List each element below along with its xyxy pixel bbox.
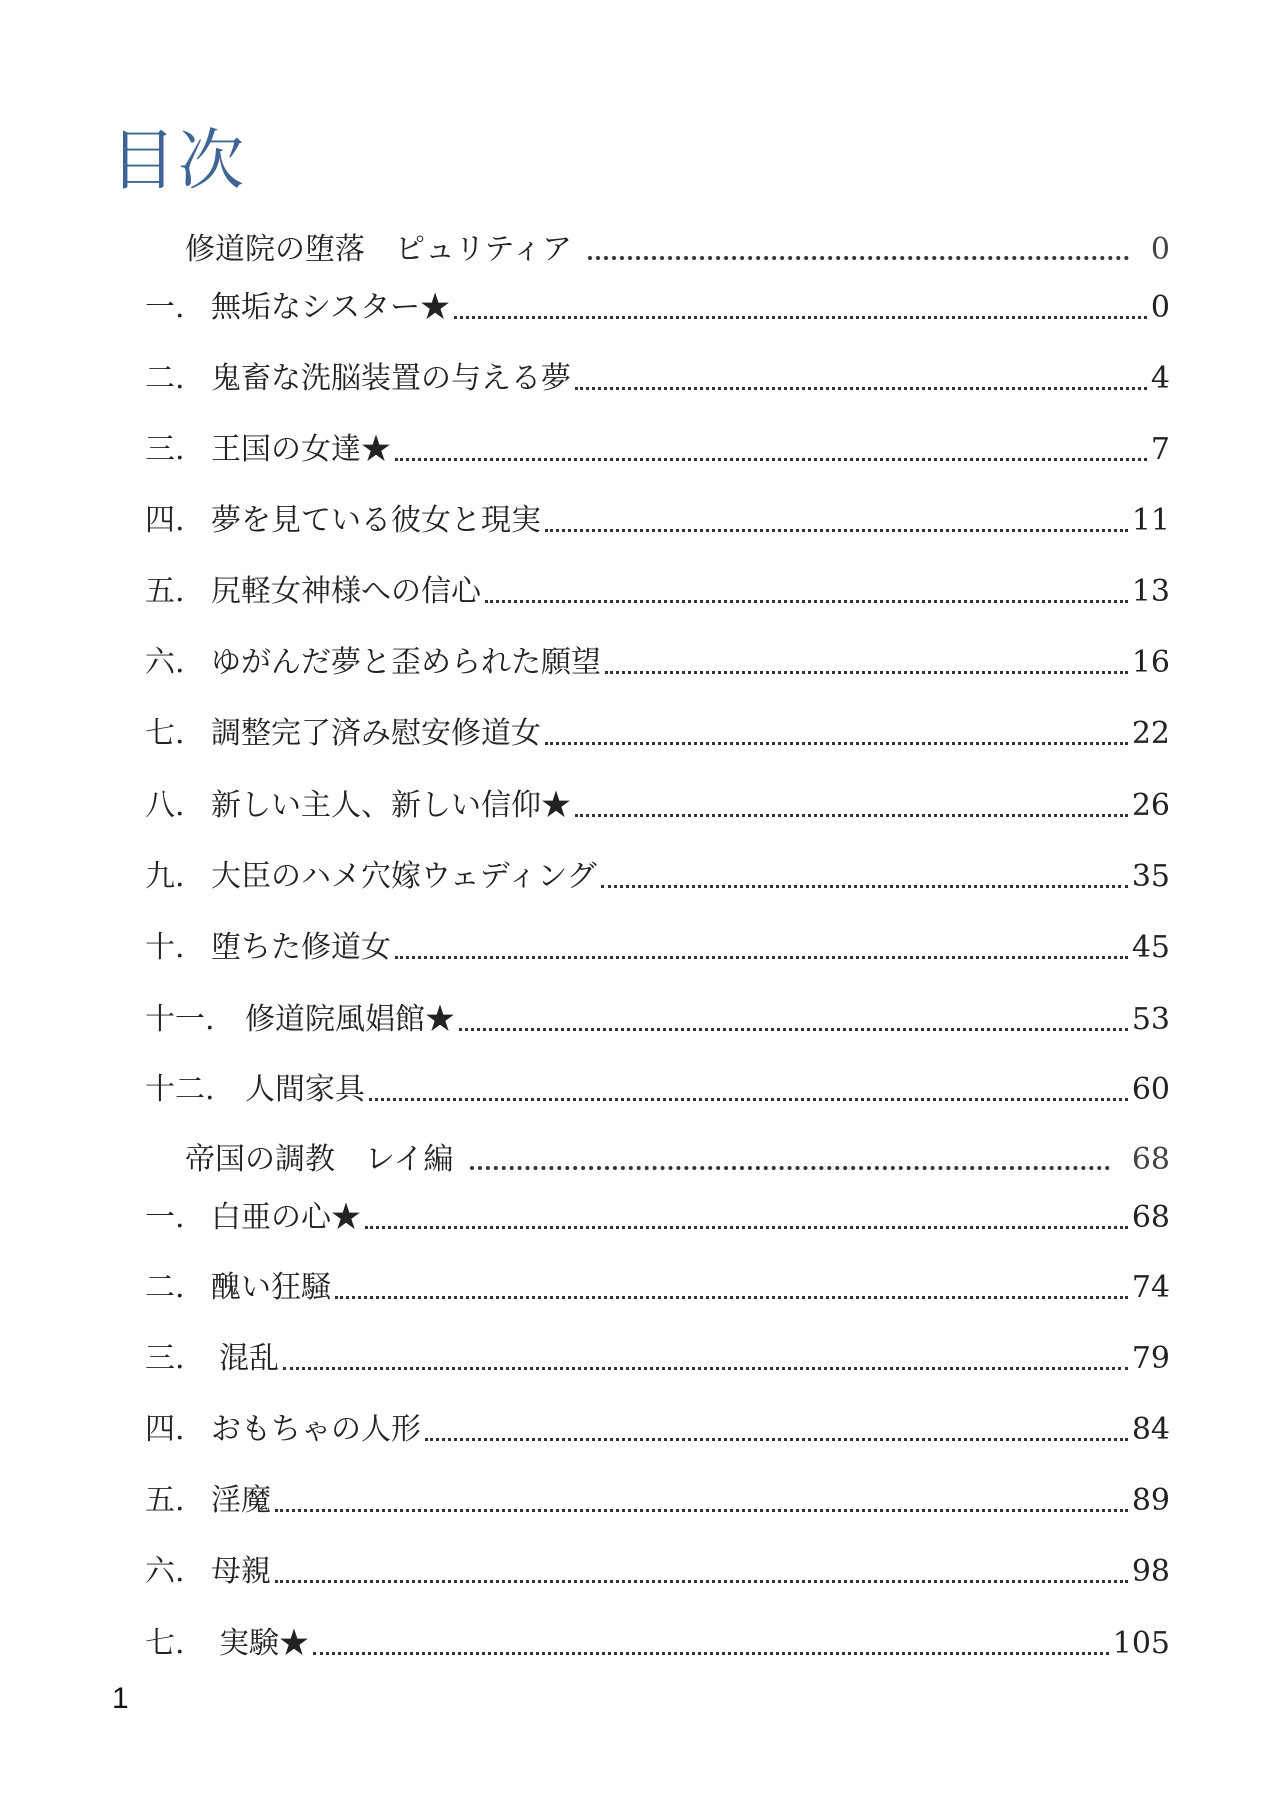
toc-entry-title: 夢を見ている彼女と現実	[211, 503, 541, 538]
toc-entry-page: 68	[1131, 1200, 1170, 1235]
toc-entry[interactable]	[145, 568, 1170, 616]
toc-entry-number: 八.	[145, 788, 185, 823]
page-number: 1	[112, 1682, 129, 1715]
toc-entry[interactable]	[145, 426, 1170, 474]
toc-entry-page: 11	[1131, 503, 1170, 538]
toc-entry-number: 九.	[145, 859, 185, 894]
dot-leader	[601, 885, 1128, 888]
toc-entry-page: 60	[1131, 1072, 1170, 1107]
toc-entry[interactable]	[145, 639, 1170, 687]
toc-entry-page: 79	[1131, 1341, 1170, 1376]
dot-leader	[545, 742, 1128, 745]
toc-entry-title: 王国の女達★	[211, 432, 391, 467]
toc-entry-title: 人間家具	[245, 1072, 365, 1107]
dot-leader	[470, 1166, 1110, 1170]
toc-entry[interactable]	[145, 710, 1170, 758]
toc-entry[interactable]	[145, 1194, 1170, 1242]
toc-entry[interactable]	[145, 996, 1170, 1044]
toc-entry[interactable]	[145, 1066, 1170, 1114]
toc-chapter-title: 帝国の調教 レイ編	[185, 1142, 454, 1177]
toc-entry-page: 74	[1131, 1270, 1170, 1305]
toc-entry-page: 16	[1131, 645, 1170, 680]
dot-leader	[575, 814, 1128, 817]
toc-entry[interactable]	[145, 1620, 1170, 1668]
dot-leader	[335, 1296, 1128, 1299]
toc-entry-title: 母親	[211, 1554, 271, 1589]
toc-entry-title: 無垢なシスター★	[211, 290, 451, 325]
toc-entry-number: 六.	[145, 1554, 185, 1589]
toc-entry-page: 26	[1131, 788, 1170, 823]
toc-entry-title: 大臣のハメ穴嫁ウェディング	[211, 859, 597, 894]
toc-entry-number: 三.	[145, 432, 185, 467]
toc-entry[interactable]	[145, 497, 1170, 545]
toc-entry-number: 三.	[145, 1341, 185, 1376]
toc-entry-number: 六.	[145, 645, 185, 680]
toc-entry-number: 十.	[145, 930, 185, 965]
toc-entry[interactable]	[145, 1264, 1170, 1312]
dot-leader	[365, 1226, 1128, 1229]
toc-entry-page: 7	[1150, 432, 1170, 467]
toc-chapter[interactable]	[185, 1136, 1170, 1184]
dot-leader	[369, 1098, 1128, 1101]
toc-entry-number: 一.	[145, 290, 185, 325]
toc-entry-title: 白亜の心★	[211, 1200, 361, 1235]
toc-entry-page: 98	[1131, 1554, 1170, 1589]
page-title: 目次	[110, 122, 246, 199]
toc-entry-title: 淫魔	[211, 1483, 271, 1518]
toc-entry-title: おもちゃの人形	[211, 1412, 421, 1447]
toc-chapter-page: 68	[1131, 1142, 1170, 1177]
dot-leader	[313, 1652, 1109, 1655]
toc-entry-number: 五.	[145, 1483, 185, 1518]
dot-leader	[545, 529, 1128, 532]
toc-entry-title: 調整完了済み慰安修道女	[211, 716, 541, 751]
toc-entry-number: 十一.	[145, 1002, 215, 1037]
toc-entry-page: 45	[1131, 930, 1170, 965]
dot-leader	[605, 671, 1128, 674]
toc-entry-page: 0	[1150, 290, 1170, 325]
toc-entry[interactable]	[145, 1335, 1170, 1383]
toc-entry-title: 鬼畜な洗脳装置の与える夢	[211, 361, 571, 396]
toc-entry-page: 4	[1150, 361, 1170, 396]
toc-entry-number: 七.	[145, 1626, 185, 1661]
toc-entry-number: 五.	[145, 574, 185, 609]
toc-entry-title: 実験★	[219, 1626, 309, 1661]
toc-entry[interactable]	[145, 1477, 1170, 1525]
toc-entry-number: 二.	[145, 1270, 185, 1305]
dot-leader	[459, 1028, 1128, 1031]
toc-entry-title: 新しい主人、新しい信仰★	[211, 788, 571, 823]
toc-entry-page: 89	[1131, 1483, 1170, 1518]
toc-entry-title: 混乱	[219, 1341, 279, 1376]
dot-leader	[275, 1580, 1128, 1583]
toc-entry-number: 四.	[145, 503, 185, 538]
toc-entry-title: 尻軽女神様への信心	[211, 574, 481, 609]
toc-entry[interactable]	[145, 1548, 1170, 1596]
dot-leader	[454, 316, 1147, 319]
toc-chapter[interactable]	[185, 226, 1170, 274]
toc-entry-page: 84	[1131, 1412, 1170, 1447]
dot-leader	[395, 458, 1147, 461]
toc-entry-title: 堕ちた修道女	[211, 930, 391, 965]
toc-entry[interactable]	[145, 1406, 1170, 1454]
toc-entry-page: 53	[1131, 1002, 1170, 1037]
dot-leader	[395, 956, 1128, 959]
toc-entry[interactable]	[145, 782, 1170, 830]
toc-entry[interactable]	[145, 355, 1170, 403]
toc-entry-title: 醜い狂騒	[211, 1270, 331, 1305]
toc-entry-number: 七.	[145, 716, 185, 751]
toc-entry-number: 二.	[145, 361, 185, 396]
toc-entry-title: 修道院風娼館★	[245, 1002, 455, 1037]
toc-entry-number: 一.	[145, 1200, 185, 1235]
toc-entry-page: 35	[1131, 859, 1170, 894]
toc-entry[interactable]	[145, 284, 1170, 332]
toc-entry-page: 13	[1131, 574, 1170, 609]
dot-leader	[588, 256, 1129, 260]
dot-leader	[425, 1438, 1128, 1441]
dot-leader	[575, 387, 1147, 390]
toc-entry-title: ゆがんだ夢と歪められた願望	[211, 645, 601, 680]
dot-leader	[275, 1509, 1128, 1512]
toc-entry[interactable]	[145, 853, 1170, 901]
toc-entry[interactable]	[145, 924, 1170, 972]
toc-entry-page: 22	[1131, 716, 1170, 751]
toc-entry-number: 十二.	[145, 1072, 215, 1107]
toc-chapter-title: 修道院の堕落 ピュリティア	[185, 232, 572, 267]
dot-leader	[283, 1367, 1128, 1370]
dot-leader	[485, 600, 1128, 603]
toc-entry-number: 四.	[145, 1412, 185, 1447]
toc-chapter-page: 0	[1150, 232, 1170, 267]
toc-entry-page: 105	[1112, 1626, 1170, 1661]
